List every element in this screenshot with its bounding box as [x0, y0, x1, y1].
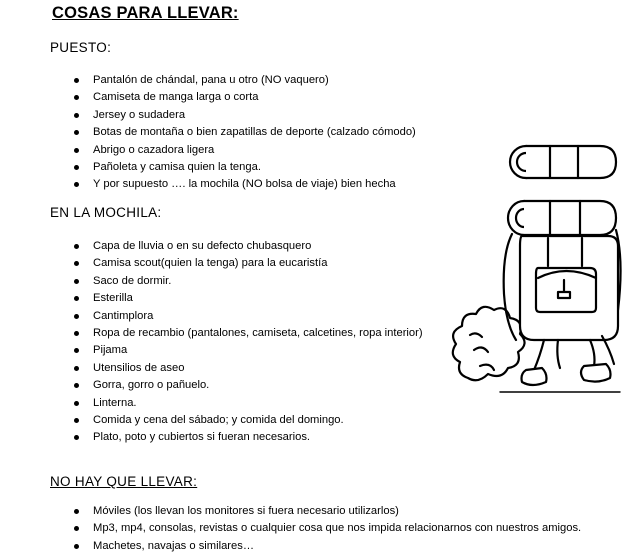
page-title: COSAS PARA LLEVAR:: [52, 4, 239, 22]
list-item: Y por supuesto …. la mochila (NO bolsa de viaje) bien hecha: [74, 176, 416, 193]
list-item: Abrigo o cazadora ligera: [74, 142, 416, 159]
list-item: Pañoleta y camisa quien la tenga.: [74, 159, 416, 176]
list-item: Botas de montaña o bien zapatillas de deporte (calzado cómodo): [74, 124, 416, 141]
list-item: Pijama: [74, 342, 423, 359]
list-item: Camiseta de manga larga o corta: [74, 89, 416, 106]
list-item: Gorra, gorro o pañuelo.: [74, 377, 423, 394]
list-item: Machetes, navajas o similares…: [74, 538, 581, 555]
list-item: Ropa de recambio (pantalones, camiseta, calcetines, ropa interior): [74, 325, 423, 342]
list-item: Esterilla: [74, 290, 423, 307]
list-item: Cantimplora: [74, 308, 423, 325]
list-item: Camisa scout(quien la tenga) para la eucaristía: [74, 255, 423, 272]
list-puesto: [74, 72, 416, 194]
heading-mochila: EN LA MOCHILA:: [50, 205, 162, 220]
list-item: Comida y cena del sábado; y comida del domingo.: [74, 412, 423, 429]
list-item: Móviles (los llevan los monitores si fuera necesario utilizarlos): [74, 503, 581, 520]
list-no-llevar: [74, 503, 581, 555]
list-mochila: [74, 238, 423, 447]
list-item: Utensilios de aseo: [74, 360, 423, 377]
list-item: Saco de dormir.: [74, 273, 423, 290]
list-item: Linterna.: [74, 395, 423, 412]
heading-puesto: PUESTO:: [50, 40, 112, 55]
list-item: Plato, poto y cubiertos si fueran necesarios.: [74, 429, 423, 446]
list-item: Pantalón de chándal, pana u otro (NO vaquero): [74, 72, 416, 89]
list-item: Capa de lluvia o en su defecto chubasquero: [74, 238, 423, 255]
backpack-hiker-icon: [440, 130, 625, 400]
list-item: Mp3, mp4, consolas, revistas o cualquier cosa que nos impida relacionarnos con nuestros amigos.: [74, 520, 581, 537]
list-item: Jersey o sudadera: [74, 107, 416, 124]
heading-no-llevar: NO HAY QUE LLEVAR:: [50, 474, 198, 489]
